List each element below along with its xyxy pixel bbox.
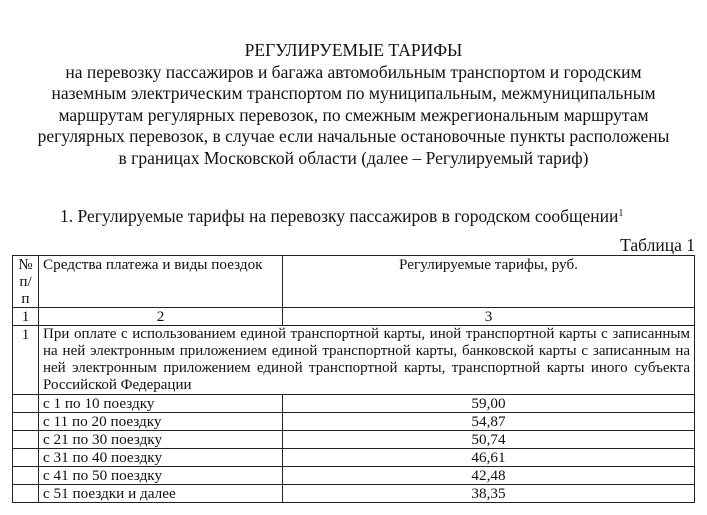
header-line-2: наземным электрическим транспортом по муниципальным, межмуниципальным	[51, 83, 656, 103]
row-num	[13, 467, 39, 485]
section-title-text: 1. Регулируемые тарифы на перевозку пассажиров в городском сообщении	[60, 206, 619, 226]
price-cell: 46,61	[283, 449, 695, 467]
trips-cell: с 41 по 50 поездку	[39, 467, 283, 485]
price-cell: 59,00	[283, 395, 695, 413]
header-line-4: регулярных перевозок, в случае если начальные остановочные пункты расположены	[37, 126, 670, 146]
table-row	[13, 467, 695, 485]
row-num	[13, 485, 39, 503]
price-cell: 42,48	[283, 467, 695, 485]
section-title	[60, 206, 700, 226]
trips-cell: с 11 по 20 поездку	[39, 413, 283, 431]
row-num	[13, 413, 39, 431]
table-row	[13, 431, 695, 449]
header-line-5: в границах Московской области (далее – Регулируемый тариф)	[118, 147, 589, 168]
table-row	[13, 395, 695, 413]
header-line-3: маршрутам регулярных перевозок, по смежным межрегиональным маршрутам	[58, 104, 649, 125]
column-index-row	[13, 308, 695, 326]
table-row	[13, 449, 695, 467]
trips-cell: с 21 по 30 поездку	[39, 431, 283, 449]
document-title: РЕГУЛИРУЕМЫЕ ТАРИФЫ	[244, 40, 463, 60]
row-num	[13, 431, 39, 449]
row-num	[13, 449, 39, 467]
price-cell: 50,74	[283, 431, 695, 449]
group-row	[13, 326, 695, 395]
trips-cell: с 51 поездки и далее	[39, 485, 283, 503]
document-header	[10, 40, 697, 169]
table-label: Таблица 1	[620, 235, 695, 255]
table-header-row	[13, 256, 695, 308]
footnote-marker: 1	[618, 208, 624, 219]
group-num: 1	[13, 326, 39, 395]
trips-cell: с 31 по 40 поездку	[39, 449, 283, 467]
price-cell: 54,87	[283, 413, 695, 431]
group-description: При оплате с использованием единой транспортной карты, иной транспортной карты с записанным на ней электронным приложением единой транспортной карты, банковской карты с записанным на ней электронным приложением единой транспортной карты, транспортной карты иного субъекта Российской Федерации	[39, 326, 695, 395]
header-means: Средства платежа и виды поездок	[39, 256, 283, 308]
header-num: № п/п	[13, 256, 39, 308]
trips-cell: с 1 по 10 поездку	[39, 395, 283, 413]
table-row	[13, 413, 695, 431]
column-index-1: 1	[13, 308, 39, 326]
header-line-1: на перевозку пассажиров и багажа автомобильным транспортом и городским	[65, 61, 642, 82]
row-num	[13, 395, 39, 413]
header-tariff: Регулируемые тарифы, руб.	[283, 256, 695, 308]
tariff-table	[12, 255, 695, 503]
table-row	[13, 485, 695, 503]
column-index-3: 3	[283, 308, 695, 326]
column-index-2: 2	[39, 308, 283, 326]
price-cell: 38,35	[283, 485, 695, 503]
